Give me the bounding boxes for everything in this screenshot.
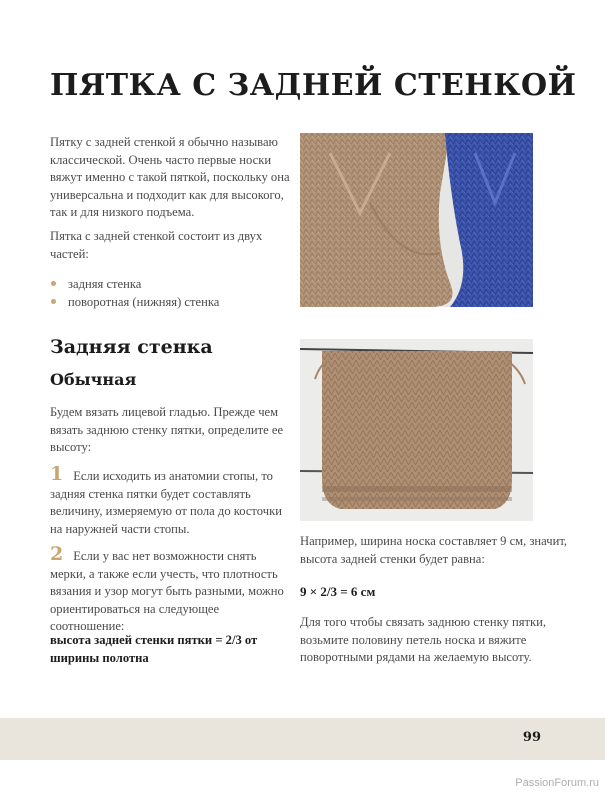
- step-2: [50, 543, 292, 636]
- parts-paragraph: Пятка с задней стенкой состоит из двух частей:: [50, 229, 263, 261]
- page-title: ПЯТКА С ЗАДНЕЙ СТЕНКОЙ: [50, 68, 577, 103]
- section-title: Задняя стенка: [50, 336, 213, 358]
- socks-heel-photo: [300, 133, 533, 307]
- tie-instructions: Для того чтобы связать заднюю стенку пятки, возьмите половину петель носка и вяжите поворотными рядами на желаемую высоту.: [300, 615, 547, 664]
- bullet-dot-icon: [51, 281, 56, 286]
- list-item-text: поворотная (нижняя) стенка: [68, 295, 220, 309]
- list-item: [50, 275, 219, 293]
- step-number: 2: [50, 543, 64, 565]
- intro-paragraph: Пятку с задней стенкой я обычно называю классической. Очень часто первые носки вяжут именно с такой пяткой, поскольку она универсальна и подходит как для высокого, так и для низкого подъема.: [50, 135, 290, 219]
- heel-flap-photo: [300, 339, 533, 521]
- step-1: [50, 463, 292, 538]
- step-text: Если исходить из анатомии стопы, то задняя стенка пятки будет составлять величину, измеряемую от пола до косточки на наружней части стопы.: [50, 469, 282, 536]
- ratio-statement: высота задней стенки пятки = 2/3 от ширины полотна: [50, 633, 258, 665]
- subsection-title: Обычная: [50, 370, 137, 389]
- parts-list: [50, 275, 219, 311]
- list-item-text: задняя стенка: [68, 277, 142, 291]
- socks-heel-image: [300, 133, 533, 307]
- formula: 9 × 2/3 = 6 см: [300, 584, 376, 599]
- list-item: [50, 293, 219, 311]
- watermark: PassionForum.ru: [515, 777, 599, 789]
- example-paragraph: Например, ширина носка составляет 9 см, значит, высота задней стенки будет равна:: [300, 534, 568, 566]
- step-text: Если у вас нет возможности снять мерки, а также если учесть, что плотность вязания и узор могут быть разными, можно ориентироваться на следующее соотношение:: [50, 549, 284, 633]
- footer-band: [0, 718, 605, 760]
- heel-flap-image: [300, 339, 533, 521]
- knit-instructions: Будем вязать лицевой гладью. Прежде чем вязать заднюю стенку пятки, определите ее высоту:: [50, 405, 284, 454]
- bullet-dot-icon: [51, 299, 56, 304]
- step-number: 1: [50, 463, 64, 485]
- page-number: 99: [522, 730, 541, 745]
